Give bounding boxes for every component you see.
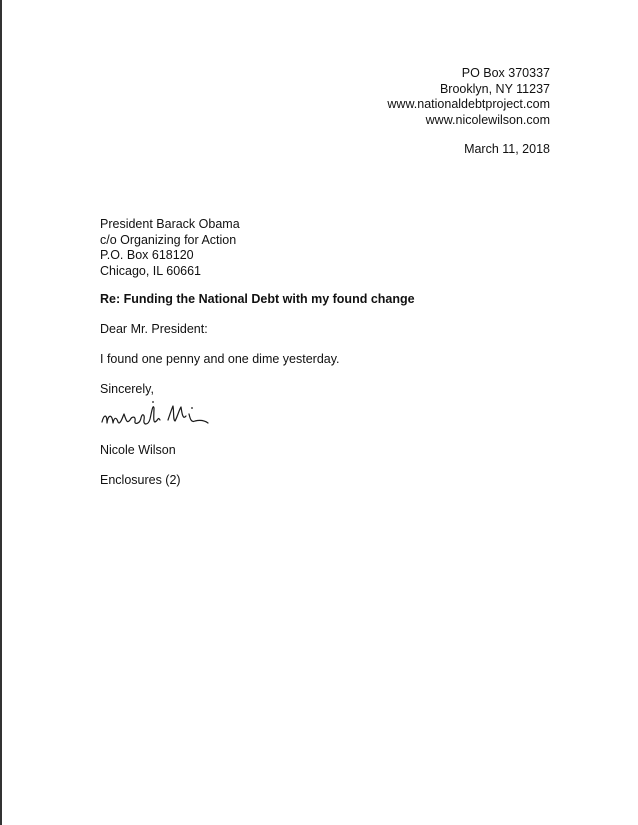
sender-website-1: www.nationaldebtproject.com: [387, 97, 550, 111]
scan-edge: [0, 0, 2, 825]
sender-po-box: PO Box 370337: [461, 66, 550, 80]
recipient-organization: c/o Organizing for Action: [100, 232, 237, 247]
signer-name: Nicole Wilson: [100, 443, 176, 457]
salutation: Dear Mr. President:: [100, 322, 208, 336]
recipient-address: [100, 217, 240, 279]
recipient-name: President Barack Obama: [100, 217, 240, 231]
subject-line: Re: Funding the National Debt with my found change: [100, 292, 415, 306]
sender-website-2: www.nicolewilson.com: [425, 112, 550, 127]
letter-date: March 11, 2018: [464, 142, 550, 156]
closing: Sincerely,: [100, 382, 154, 396]
sender-address: [387, 66, 550, 128]
letter-body: I found one penny and one dime yesterday.: [100, 352, 340, 366]
enclosures: Enclosures (2): [100, 473, 181, 487]
sender-city: Brooklyn, NY 11237: [439, 81, 550, 96]
recipient-city: Chicago, IL 60661: [100, 263, 202, 278]
handwritten-signature: [98, 396, 248, 439]
signature-drawing: [98, 396, 248, 436]
recipient-po-box: P.O. Box 618120: [100, 248, 194, 262]
